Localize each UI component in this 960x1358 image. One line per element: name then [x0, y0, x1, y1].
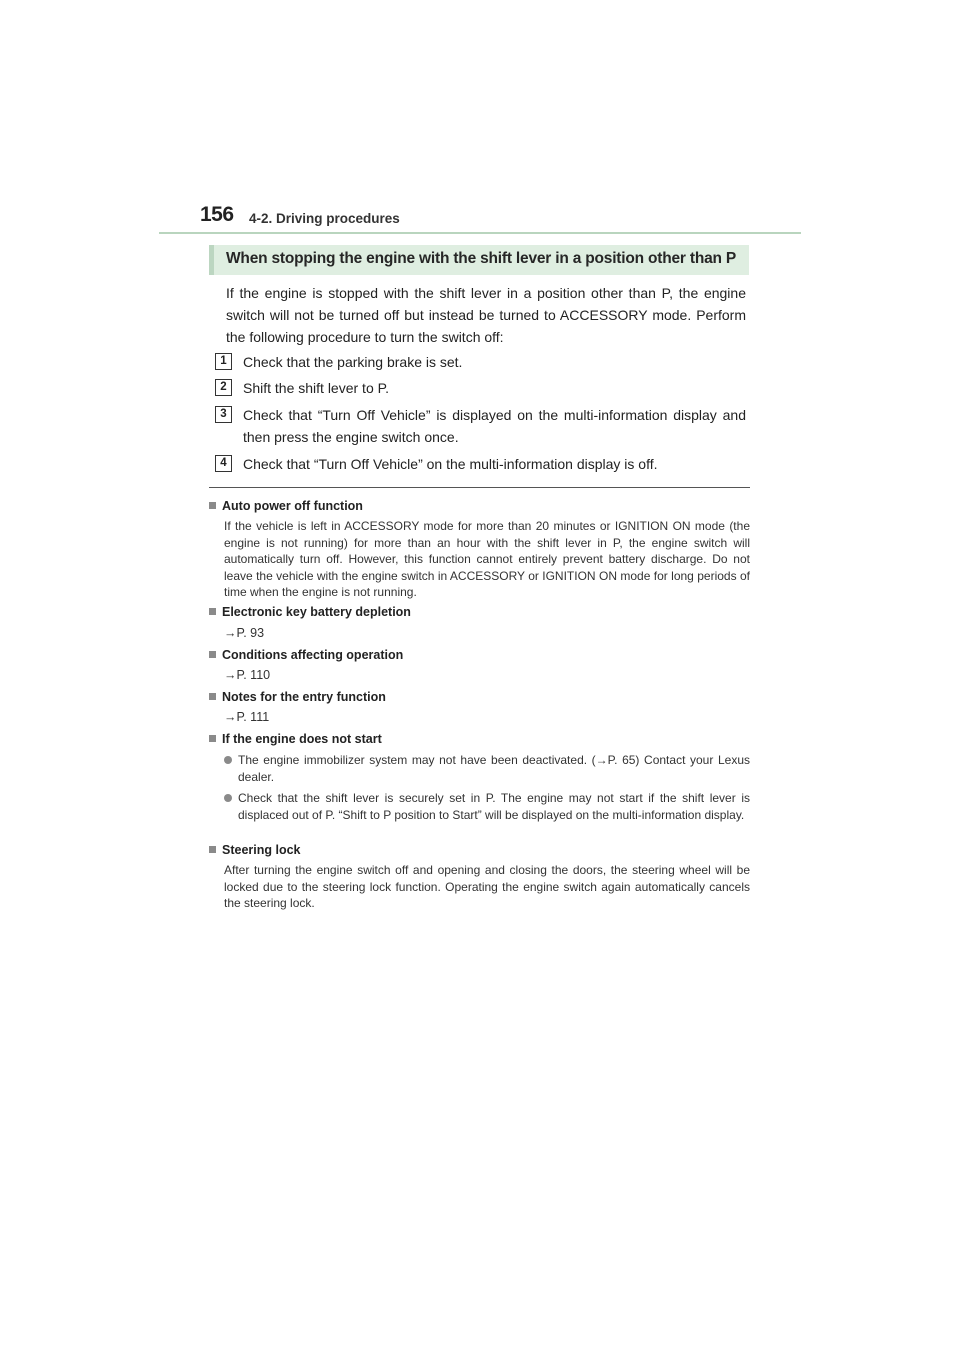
section-title: 4-2. Driving procedures	[249, 211, 400, 226]
round-bullet-icon	[224, 756, 232, 764]
procedure-title-bar	[209, 245, 749, 275]
note-heading-entry-function: Notes for the entry function	[209, 690, 386, 704]
square-bullet-icon	[209, 651, 216, 658]
step-number: 3	[215, 406, 232, 423]
note-heading-conditions: Conditions affecting operation	[209, 648, 403, 662]
step-number: 1	[215, 353, 232, 370]
square-bullet-icon	[209, 846, 216, 853]
bullet-item: Check that the shift lever is securely set in P. The engine may not start if the shift lever is displaced out of P. “Shift to P position to Start” will be displayed on the multi-information display.	[224, 790, 750, 823]
note-body-auto-power-off: If the vehicle is left in ACCESSORY mode for more than 20 minutes or IGNITION ON mode (the engine is not running) for more than an hour with the shift lever in P, the engine switch will automatically turn off. However, this function cannot entirely prevent battery discharge. Do not leave the vehicle with the engine switch in ACCESSORY or IGNITION ON mode for long periods of time when the engine is not running.	[224, 519, 750, 599]
square-bullet-icon	[209, 502, 216, 509]
step-text: Check that “Turn Off Vehicle” is displayed on the multi-information display and then press the engine switch once.	[243, 407, 746, 445]
page-header	[200, 203, 800, 233]
note-body-steering-lock: After turning the engine switch off and opening and closing the doors, the steering wheel will be locked due to the steering lock function. Operating the engine switch again automatically cancels the steering lock.	[224, 863, 750, 910]
step-number: 2	[215, 379, 232, 396]
square-bullet-icon	[209, 693, 216, 700]
page-number: 156	[200, 203, 234, 226]
step-text: Shift the shift lever to P.	[243, 380, 390, 396]
page-reference-link[interactable]: →P. 93	[224, 626, 265, 640]
note-heading-steering-lock: Steering lock	[209, 843, 301, 857]
round-bullet-icon	[224, 794, 232, 802]
square-bullet-icon	[209, 608, 216, 615]
step-number: 4	[215, 455, 232, 472]
page-reference-link[interactable]: →P. 110	[224, 668, 271, 682]
note-heading-auto-power-off: Auto power off function	[209, 499, 363, 513]
page-reference-link[interactable]: →P. 111	[224, 710, 270, 724]
procedure-title: When stopping the engine with the shift lever in a position other than P	[226, 250, 737, 267]
note-heading-key-battery: Electronic key battery depletion	[209, 605, 411, 619]
step-text: Check that the parking brake is set.	[243, 354, 463, 370]
bullet-item: The engine immobilizer system may not have been deactivated. (→P. 65) Contact your Lexus dealer.	[224, 752, 750, 785]
square-bullet-icon	[209, 735, 216, 742]
step-text: Check that “Turn Off Vehicle” on the multi-information display is off.	[243, 456, 658, 472]
note-heading-engine-not-start: If the engine does not start	[209, 732, 382, 746]
intro-paragraph: If the engine is stopped with the shift lever in a position other than P, the engine switch will not be turned off but instead be turned to ACCESSORY mode. Perform the following procedure to turn the switch off:	[226, 285, 746, 345]
notes-divider	[209, 487, 750, 488]
header-divider	[159, 232, 801, 234]
